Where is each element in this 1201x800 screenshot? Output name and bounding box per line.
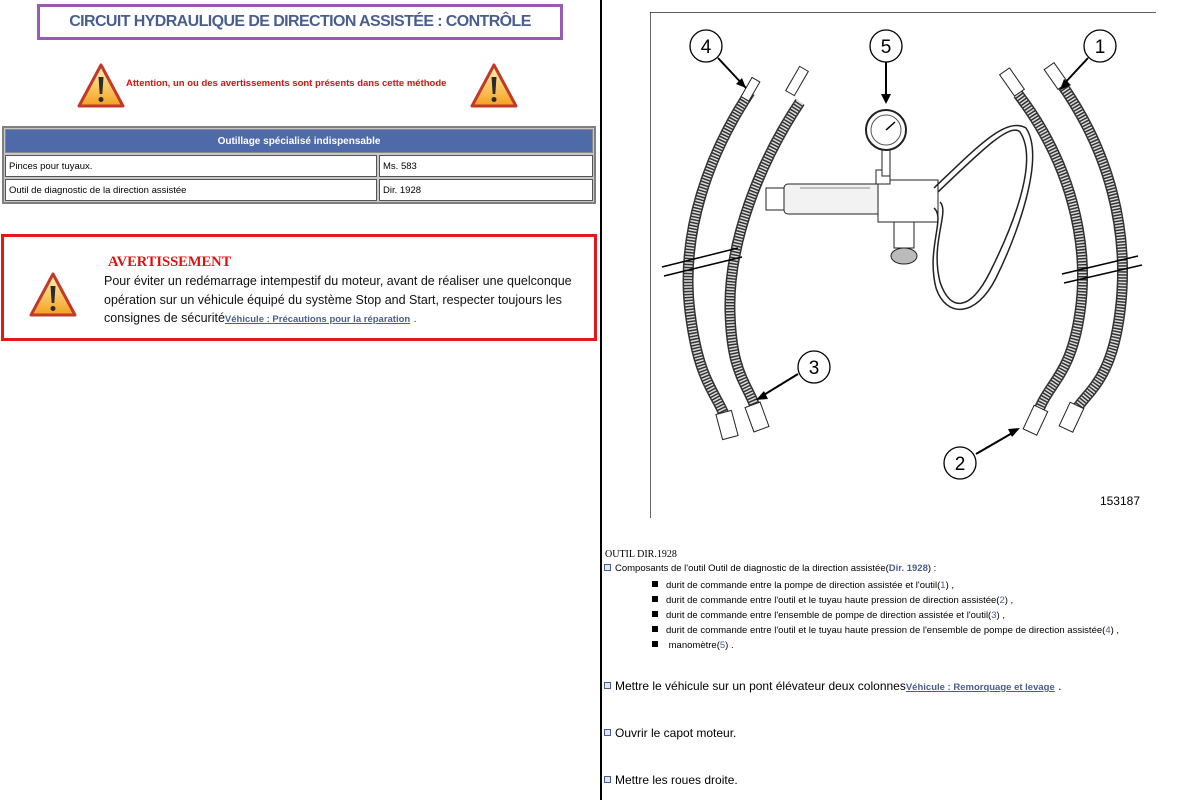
components-intro-text: Composants de l'outil Outil de diagnostic de la direction assistée( <box>615 563 889 574</box>
bullet-square-icon <box>604 682 611 689</box>
callout-5-label: 5 <box>880 37 892 58</box>
component-number: 2 <box>999 595 1005 606</box>
component-end: ) . <box>725 640 734 651</box>
warning-icon <box>76 62 126 110</box>
list-item <box>652 593 1119 608</box>
component-number: 4 <box>1105 625 1111 636</box>
component-end: ) , <box>1110 625 1120 636</box>
bullet-square-icon <box>604 776 611 783</box>
hose-3 <box>730 102 800 422</box>
callout-2 <box>944 428 1020 479</box>
warning-icon <box>469 62 519 110</box>
component-text: durit de commande entre la pompe de direction assistée et l'outil( <box>666 580 941 591</box>
callout-2-label: 2 <box>954 454 966 475</box>
bullet-square-icon <box>604 564 611 571</box>
warning-end: . <box>413 314 417 325</box>
left-pane <box>0 0 600 800</box>
tool-ref: Ms. 583 <box>379 155 593 177</box>
step-lift-vehicle <box>604 679 1061 693</box>
component-text: manomètre( <box>668 640 720 651</box>
list-item <box>652 578 1119 593</box>
hose-2 <box>1018 94 1082 422</box>
callout-4 <box>690 30 746 88</box>
component-end: ) , <box>945 580 955 591</box>
precautions-link[interactable]: Véhicule : Précautions pour la réparation <box>224 314 411 325</box>
step-straighten-wheels <box>604 773 738 787</box>
right-pane <box>602 0 1201 800</box>
warning-text <box>104 272 594 330</box>
component-end: ) , <box>1004 595 1014 606</box>
attention-text: Attention, un ou des avertissements sont présents dans cette méthode <box>126 78 447 89</box>
callout-3 <box>756 351 830 400</box>
components-list <box>652 578 1119 653</box>
list-item <box>652 608 1119 623</box>
step-text: Mettre le véhicule sur un pont élévateur deux colonnes <box>615 679 906 693</box>
callout-3-label: 3 <box>808 358 820 379</box>
table-row <box>5 179 593 201</box>
list-item <box>652 638 1119 653</box>
attention-banner <box>0 60 600 112</box>
tool-name: Pinces pour tuyaux. <box>5 155 377 177</box>
warning-icon <box>28 271 78 319</box>
component-number: 1 <box>940 580 946 591</box>
tool-ref: Dir. 1928 <box>379 179 593 201</box>
callout-1-label: 1 <box>1094 37 1106 58</box>
tool-illustration <box>650 12 1160 518</box>
list-item <box>652 623 1119 638</box>
components-intro <box>604 563 936 574</box>
towing-lifting-link[interactable]: Véhicule : Remorquage et levage <box>905 682 1055 693</box>
component-text: durit de commande entre l'ensemble de pompe de direction assistée et l'outil( <box>666 610 992 621</box>
warning-title: AVERTISSEMENT <box>108 254 232 270</box>
page-title: CIRCUIT HYDRAULIQUE DE DIRECTION ASSISTÉE : CONTRÔLE <box>37 4 563 40</box>
callout-5 <box>870 30 902 104</box>
step-open-hood <box>604 726 736 740</box>
bullet-icon <box>652 581 658 587</box>
table-row <box>5 155 593 177</box>
tools-table <box>2 126 596 204</box>
bullet-icon <box>652 641 658 647</box>
hose-1 <box>1060 82 1123 422</box>
component-text: durit de commande entre l'outil et le tuyau haute pression de direction assistée( <box>666 595 1000 606</box>
bullet-icon <box>652 611 658 617</box>
tools-table-header: Outillage spécialisé indispensable <box>5 129 593 153</box>
hose-kit-diagram <box>650 12 1160 518</box>
components-intro-end: ) : <box>927 563 937 574</box>
tool-name: Outil de diagnostic de la direction assistée <box>5 179 377 201</box>
component-number: 3 <box>991 610 997 621</box>
callout-4-label: 4 <box>700 37 712 58</box>
figure-reference-number: 153187 <box>1099 494 1140 508</box>
warning-box <box>1 234 597 341</box>
bullet-square-icon <box>604 729 611 736</box>
component-text: durit de commande entre l'outil et le tuyau haute pression de l'ensemble de pompe de direction assistée( <box>666 625 1106 636</box>
bullet-icon <box>652 596 658 602</box>
step-end: . <box>1058 679 1062 693</box>
tool-ref-link[interactable]: Dir. 1928 <box>888 563 928 574</box>
component-end: ) , <box>996 610 1005 621</box>
tool-id: OUTIL DIR.1928 <box>605 549 677 560</box>
pressure-gauge <box>766 110 1033 309</box>
component-number: 5 <box>719 640 726 651</box>
step-text: Ouvrir le capot moteur. <box>615 726 737 740</box>
bullet-icon <box>652 626 658 632</box>
callout-1 <box>1060 30 1116 90</box>
step-text: Mettre les roues droite. <box>615 773 738 787</box>
warning-body: Pour éviter un redémarrage intempestif du moteur, avant de réaliser une quelconque opération sur un véhicule équipé du système Stop and Start, respecter toujours les consignes de sécurité <box>104 274 572 325</box>
